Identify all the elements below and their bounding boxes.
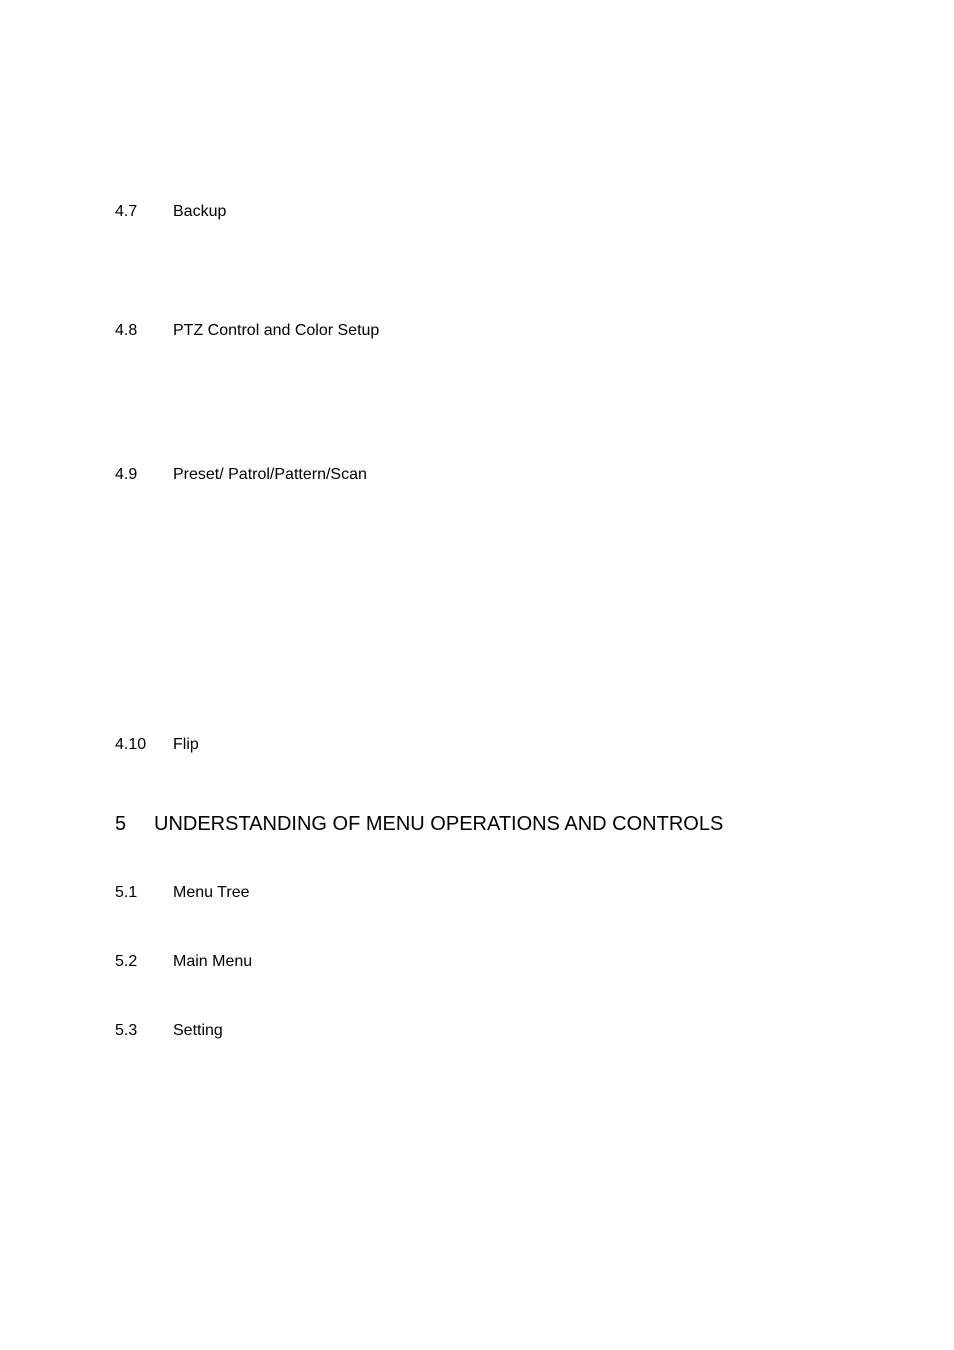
- section-number: 4.9: [115, 466, 138, 483]
- section-heading-4-10: [115, 737, 199, 753]
- chapter-heading-5: [115, 814, 723, 834]
- section-title: Preset/ Patrol/Pattern/Scan: [173, 466, 367, 483]
- section-title: PTZ Control and Color Setup: [173, 322, 380, 339]
- chapter-number: 5: [115, 813, 127, 835]
- chapter-title: UNDERSTANDING OF MENU OPERATIONS AND CONTROLS: [154, 813, 724, 835]
- section-number: 5.1: [115, 884, 138, 901]
- section-heading-5-3: [115, 1023, 223, 1039]
- section-heading-4-8: [115, 323, 379, 339]
- section-heading-4-7: [115, 204, 226, 220]
- section-heading-4-9: [115, 467, 367, 483]
- section-title: Flip: [173, 736, 199, 753]
- section-heading-5-2: [115, 954, 252, 970]
- section-title: Main Menu: [173, 953, 253, 970]
- section-number: 4.8: [115, 322, 138, 339]
- section-title: Menu Tree: [173, 884, 250, 901]
- section-number: 5.3: [115, 1022, 138, 1039]
- section-number: 4.7: [115, 203, 138, 220]
- section-number: 5.2: [115, 953, 138, 970]
- section-title: Setting: [173, 1022, 223, 1039]
- section-number: 4.10: [115, 736, 147, 753]
- section-heading-5-1: [115, 885, 249, 901]
- section-title: Backup: [173, 203, 227, 220]
